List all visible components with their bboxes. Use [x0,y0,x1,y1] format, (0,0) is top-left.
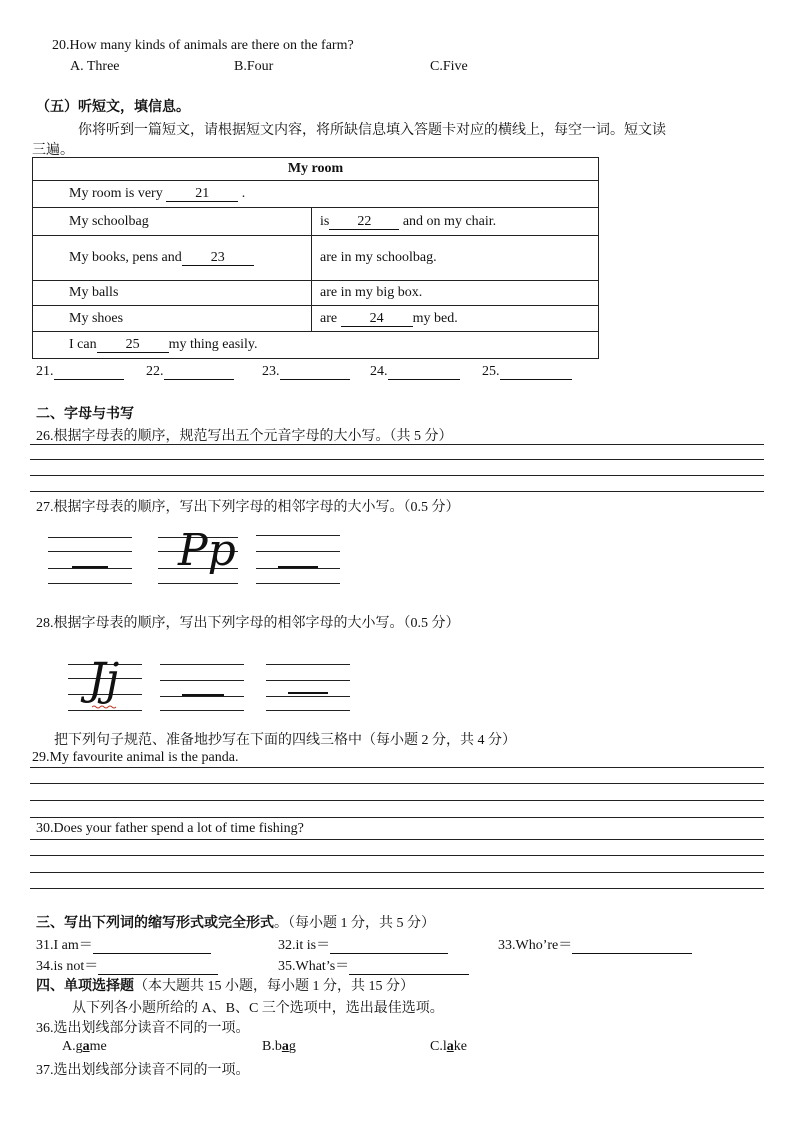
section4-heading: 四、单项选择题（本大题共 15 小题，每小题 1 分，共 15 分） [36,979,414,994]
table-row-2-right: is 22 and on my chair. [312,208,599,236]
q30-text: 30.Does your father spend a lot of time fishing? [36,821,304,836]
writing-line[interactable] [30,767,764,768]
answer-blank-21[interactable]: 21. [36,364,124,380]
blank-25[interactable]: 25 [97,338,169,353]
writing-line[interactable] [30,872,764,873]
table-title: My room [33,158,599,181]
section5-instruction-line2: 三遍。 [32,143,74,158]
q35-field[interactable]: 35.What’s＝ [278,955,469,975]
q36-option-a[interactable]: A.game [62,1039,107,1054]
answer-blank-25[interactable]: 25. [482,364,572,380]
wavy-underline-icon [92,705,118,709]
q31-field[interactable]: 31.I am＝ [36,934,211,954]
q34-field[interactable]: 34.is not＝ [36,955,218,975]
q28-text: 28.根据字母表的顺序，写出下列字母的相邻字母的大小写。（0.5 分） [36,616,460,631]
blank-23[interactable]: 23 [182,251,254,266]
answer-blank-22[interactable]: 22. [146,364,234,380]
writing-line[interactable] [30,783,764,784]
q29-text: 29.My favourite animal is the panda. [32,750,239,765]
answer-blank-23[interactable]: 23. [262,364,350,380]
blank-24[interactable]: 24 [341,312,413,327]
section2-heading: 二、字母与书写 [36,407,134,422]
q36-option-c[interactable]: C.lake [430,1039,467,1054]
section5-instruction-line1: 你将听到一篇短文，请根据短文内容，将所缺信息填入答题卡对应的横线上，每空一词。短文读 [78,123,666,138]
q33-field[interactable]: 33.Who’re＝ [498,934,692,954]
writing-line[interactable] [30,459,764,460]
q27-letters-pp: Pp [178,525,236,576]
q32-field[interactable]: 32.it is＝ [278,934,448,954]
my-room-table [32,157,599,359]
writing-line[interactable] [30,444,764,445]
table-row-1: My room is very 21 . [33,181,599,208]
section3-heading: 三、写出下列词的缩写形式或完全形式。（每小题 1 分，共 5 分） [36,916,435,931]
writing-line[interactable] [30,888,764,889]
q20-option-c: C.Five [430,59,468,74]
writing-line[interactable] [30,855,764,856]
table-row-3-right: are in my schoolbag. [312,236,599,281]
copy-instruction: 把下列句子规范、准备地抄写在下面的四线三格中（每小题 2 分，共 4 分） [54,733,516,748]
table-row-4-left: My balls [33,281,312,306]
table-row-5-left: My shoes [33,306,312,332]
writing-line[interactable] [30,491,764,492]
writing-line[interactable] [30,817,764,818]
q26-text: 26.根据字母表的顺序，规范写出五个元音字母的大小写。（共 5 分） [36,429,453,444]
table-row-5-right: are 24 my bed. [312,306,599,332]
writing-line[interactable] [30,839,764,840]
writing-line[interactable] [30,800,764,801]
table-row-4-right: are in my big box. [312,281,599,306]
blank-22[interactable]: 22 [329,215,399,230]
section5-heading: （五）听短文，填信息。 [36,100,190,115]
writing-line[interactable] [30,475,764,476]
q20-question: 20.How many kinds of animals are there on the farm? [52,38,354,53]
q20-option-b: B.Four [234,59,274,74]
q37-text: 37.选出划线部分读音不同的一项。 [36,1063,250,1078]
answer-blank-24[interactable]: 24. [370,364,460,380]
table-row-2-left: My schoolbag [33,208,312,236]
section4-instruction: 从下列各小题所给的 A、B、C 三个选项中，选出最佳选项。 [72,1001,444,1016]
q28-letters-jj: Jj [88,654,120,705]
table-row-3-left: My books, pens and 23 [33,236,312,281]
q27-text: 27.根据字母表的顺序，写出下列字母的相邻字母的大小写。（0.5 分） [36,500,460,515]
q36-option-b[interactable]: B.bag [262,1039,296,1054]
q36-text: 36.选出划线部分读音不同的一项。 [36,1021,250,1036]
blank-21[interactable]: 21 [166,187,238,202]
table-row-6: I can 25 my thing easily. [33,332,599,359]
q20-option-a: A. Three [70,59,120,74]
